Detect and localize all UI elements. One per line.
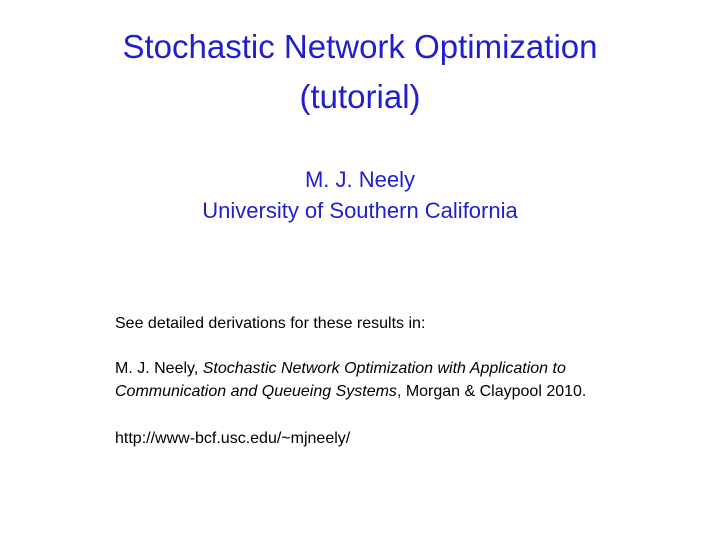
- body-text: [115, 312, 635, 450]
- author-name: M. J. Neely: [304, 167, 416, 192]
- reference-author: M. J. Neely,: [115, 360, 203, 377]
- author-block: [60, 164, 660, 226]
- reference-citation: [115, 357, 635, 403]
- reference-publisher: , Morgan & Claypool 2010.: [396, 383, 587, 400]
- intro-text: See detailed derivations for these results in:: [115, 315, 426, 332]
- reference-book-title: Stochastic Network Optimization with Application to Communication and Queueing Systems: [115, 360, 566, 400]
- author-affiliation: University of Southern California: [202, 198, 518, 223]
- title-line-1: Stochastic Network Optimization: [122, 28, 598, 65]
- title-line-2: (tutorial): [299, 78, 421, 115]
- reference-url[interactable]: http://www-bcf.usc.edu/~mjneely/: [115, 430, 351, 447]
- slide-title: [40, 22, 680, 122]
